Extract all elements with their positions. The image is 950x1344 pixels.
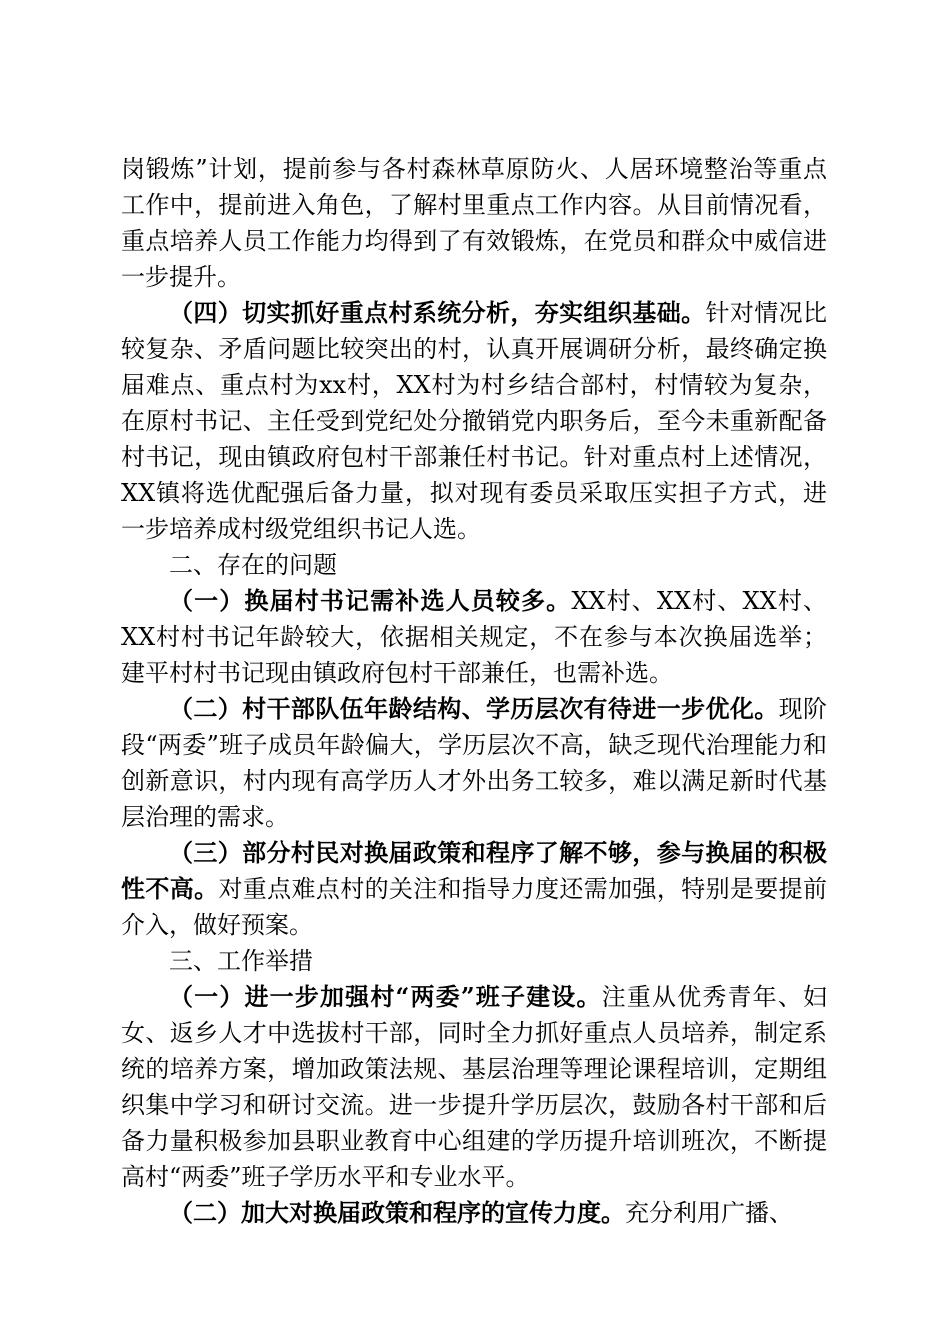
paragraph-lead: （一）进一步加强村“两委”班子建设。 bbox=[169, 982, 602, 1011]
paragraph-text: 充分利用广播、 bbox=[625, 1199, 793, 1227]
paragraph-continuation bbox=[121, 151, 827, 295]
paragraph-lead: （二）村干部队伍年龄结构、学历层次有待进一步优化。 bbox=[169, 694, 779, 723]
paragraph-problem-3 bbox=[121, 835, 827, 943]
paragraph-text: 注重从优秀青年、妇女、返乡人才中选拔村干部，同时全力抓好重点人员培养，制定系统的培养方案，增加政策法规、基层治理等理论课程培训，定期组织集中学习和研讨交流。进一步提升学历层次，鼓励各村干部和后备力量积极参加县职业教育中心组建的学历提升培训班次，不断提高村“两委”班子学历水平和专业水平。 bbox=[121, 983, 828, 1191]
paragraph-lead: （一）换届村书记需补选人员较多。 bbox=[169, 586, 572, 615]
paragraph-text: XX村、XX村、XX村、XX村村书记年龄较大，依据相关规定，不在参与本次换届选举；建平村村书记现由镇政府包村干部兼任，也需补选。 bbox=[121, 587, 828, 687]
paragraph-section1-item4 bbox=[121, 295, 827, 547]
paragraph-problem-1 bbox=[121, 583, 827, 691]
paragraph-lead: （三）部分村民对换届政策和程序了解不够，参与换届的积极性不高。 bbox=[121, 838, 827, 903]
paragraph-measure-2 bbox=[121, 1195, 827, 1231]
paragraph-text: 岗锻炼”计划，提前参与各村森林草原防火、人居环境整治等重点工作中，提前进入角色，了解村里重点工作内容。从目前情况看，重点培养人员工作能力均得到了有效锻炼，在党员和群众中威信进一步提升。 bbox=[121, 155, 827, 291]
paragraph-lead: （四）切实抓好重点村系统分析，夯实组织基础。 bbox=[169, 298, 706, 327]
paragraph-measure-1 bbox=[121, 979, 827, 1195]
paragraph-text: 针对情况比较复杂、矛盾问题比较突出的村，认真开展调研分析，最终确定换届难点、重点村为xx村，XX村为村乡结合部村，村情较为复杂，在原村书记、主任受到党纪处分撤销党内职务后，至今未重新配备村书记，现由镇政府包村干部兼任村书记。针对重点村上述情况，XX镇将选优配强后备力量，拟对现有委员采取压实担子方式，进一步培养成村级党组织书记人选。 bbox=[121, 299, 828, 543]
paragraph-problem-2 bbox=[121, 691, 827, 835]
paragraph-lead: （二）加大对换届政策和程序的宣传力度。 bbox=[169, 1198, 625, 1227]
paragraph-text: 现阶段“两委”班子成员年龄偏大，学历层次不高，缺乏现代治理能力和创新意识，村内现有高学历人才外出务工较多，难以满足新时代基层治理的需求。 bbox=[121, 695, 828, 831]
section-heading-problems: 二、存在的问题 bbox=[169, 551, 337, 579]
section-heading-measures: 三、工作举措 bbox=[169, 947, 313, 975]
paragraph-text: 对重点难点村的关注和指导力度还需加强，特别是要提前介入，做好预案。 bbox=[121, 875, 828, 939]
document-body bbox=[121, 151, 827, 1231]
